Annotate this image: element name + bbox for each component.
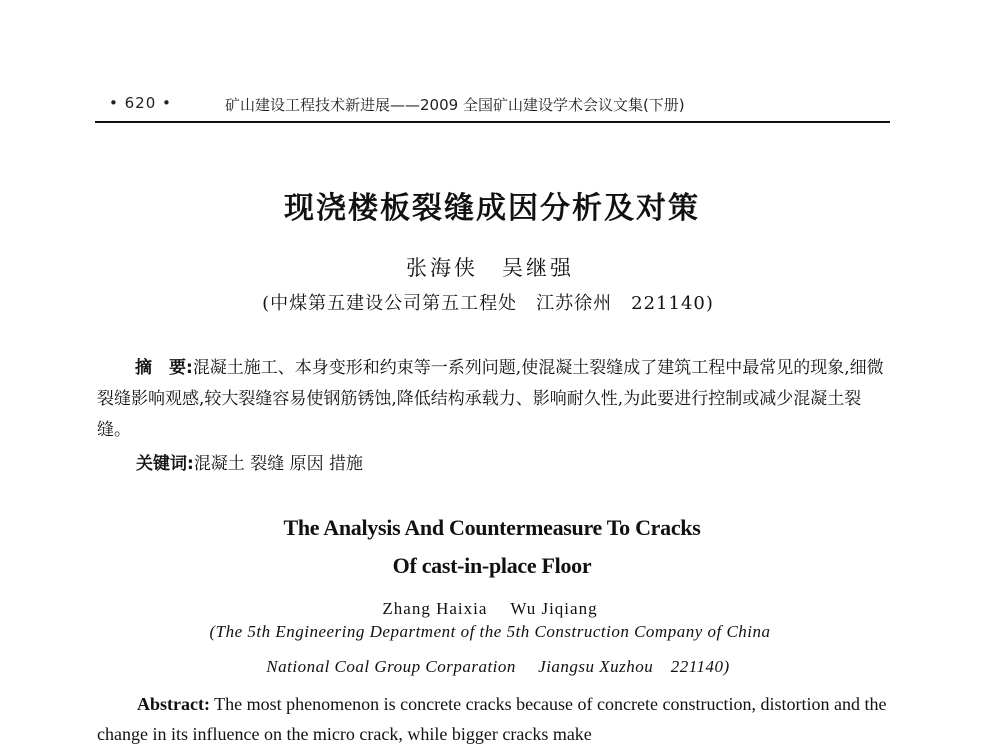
abstract-text: 混凝土施工、本身变形和约束等一系列问题,使混凝土裂缝成了建筑工程中最常见的现象,细微裂缝影响观感,较大裂缝容易使钢筋锈蚀,降低结构承载力、影响耐久性,为此要进行控制或减少混凝土裂缝。	[97, 358, 884, 440]
abstract-label: 摘 要:	[135, 358, 193, 378]
english-affiliation-line-1: (The 5th Engineering Department of the 5th Construction Company of China	[209, 622, 771, 641]
keywords-label: 关键词:	[136, 454, 194, 474]
english-abstract-text: The most phenomenon is concrete cracks because of concrete construction, distortion and the change in its influence on the micro crack, while bigger cracks make	[97, 694, 887, 744]
english-title-line-1: The Analysis And Countermeasure To Cracks	[283, 515, 701, 540]
running-header	[95, 92, 890, 116]
paper-title: 现浇楼板裂缝成因分析及对策	[284, 191, 700, 226]
keywords-chinese	[136, 449, 363, 474]
english-affiliation-line-2: National Coal Group Corparation Jiangsu Xuzhou 221140)	[266, 657, 730, 676]
english-author-names: Zhang Haixia Wu Jiqiang	[382, 599, 598, 618]
author-names: 张海侠 吴继强	[406, 256, 574, 280]
page-number: • 620 •	[109, 94, 172, 112]
journal-title: 矿山建设工程技术新进展——2009 全国矿山建设学术会议文集(下册)	[225, 96, 685, 114]
abstract-english	[97, 689, 890, 749]
keywords-text: 混凝土 裂缝 原因 措施	[193, 454, 364, 474]
english-abstract-label: Abstract:	[137, 694, 210, 714]
author-affiliation: (中煤第五建设公司第五工程处 江苏徐州 221140)	[262, 293, 714, 314]
header-rule	[95, 121, 890, 123]
english-title-line-2: Of cast-in-place Floor	[392, 553, 592, 578]
abstract-chinese	[97, 353, 890, 446]
